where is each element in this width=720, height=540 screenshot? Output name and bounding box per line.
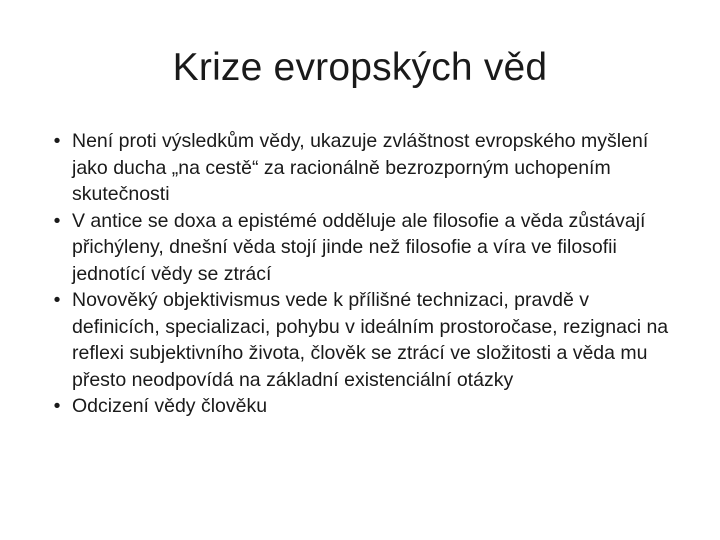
bullet-item <box>50 128 670 208</box>
bullet-item <box>50 208 670 288</box>
bullet-icon: • <box>53 395 61 417</box>
bullet-icon: • <box>53 130 61 152</box>
bullet-icon: • <box>53 289 61 311</box>
bullet-text: V antice se doxa a epistémé odděluje ale filosofie a věda zůstávají přichýleny, dnešní věda stojí jinde než filosofie a víra ve filosofii jednotící vědy se ztrácí <box>72 209 646 285</box>
bullet-text: Odcizení vědy člověku <box>72 395 268 417</box>
bullet-list <box>50 128 670 420</box>
bullet-text: Není proti výsledkům vědy, ukazuje zvláštnost evropského myšlení jako ducha „na cestě“ za racionálně bezrozporným uchopením skutečnosti <box>72 130 649 205</box>
slide-title: Krize evropských věd <box>172 46 548 89</box>
bullet-item <box>50 287 670 393</box>
bullet-item <box>50 393 670 420</box>
bullet-icon: • <box>53 209 61 232</box>
bullet-text: Novověký objektivismus vede k přílišné technizaci, pravdě v definicích, specializaci, pohybu v ideálním prostoročase, rezignaci na reflexi subjektivního života, člověk se ztrácí ve složitosti a věda mu přesto neodpovídá na základní existenciální otázky <box>72 289 669 391</box>
